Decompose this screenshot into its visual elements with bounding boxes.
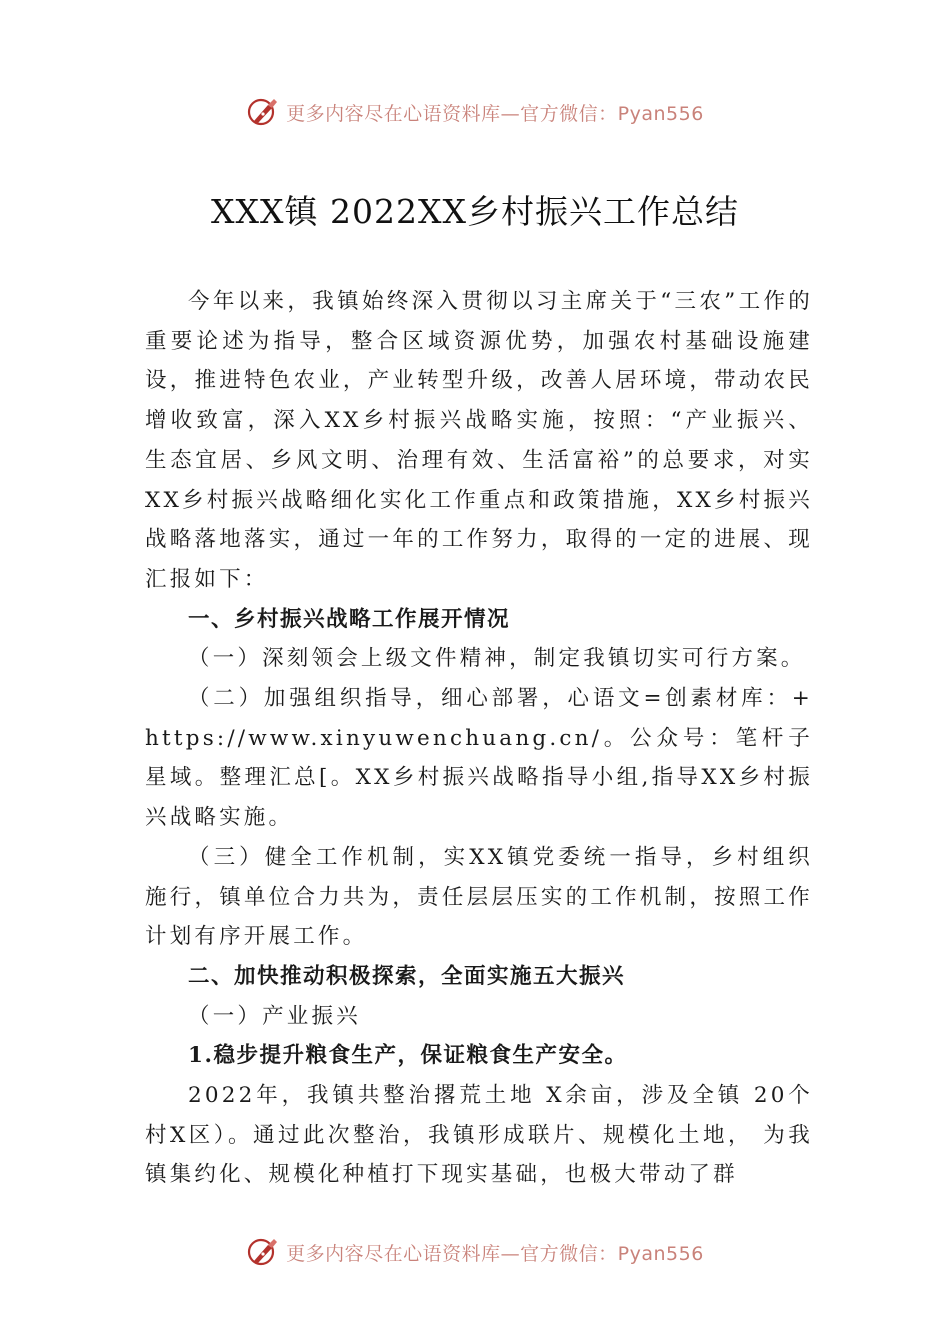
subsection-1-1: （一）深刻领会上级文件精神，制定我镇切实可行方案。 — [188, 646, 806, 672]
item-paragraph-1: 2022年，我镇共整治撂荒土地 X余亩，涉及全镇 20个村X区）。通过此次整治，我镇形成联片、规模化土地， 为我镇集约化、规模化种植打下现实基础，也极大带动了群 — [145, 1083, 813, 1188]
banner-text-cn: 更多内容尽在心语资料库—官方微信： — [286, 1242, 618, 1265]
document-title: XXX镇 2022XX乡村振兴工作总结 — [211, 192, 739, 231]
banner-text-cn: 更多内容尽在心语资料库—官方微信： — [286, 102, 618, 125]
banner-wechat-id: Pyan556 — [617, 102, 704, 125]
section-heading-2: 二、加快推动积极探索，全面实施五大振兴 — [188, 963, 626, 989]
banner-text — [286, 1239, 704, 1266]
pen-nib-logo-icon — [246, 95, 280, 129]
subsection-1-2: （二）加强组织指导，细心部署，心语文=创素材库：+https://www.xinyuwenchuang.cn/。公众号：笔杆子星域。整理汇总[。XX乡村振兴战略指导小组,指导XX乡村振兴战略实施。 — [145, 686, 813, 831]
banner-wechat-id: Pyan556 — [617, 1242, 704, 1265]
subsection-2-1: （一）产业振兴 — [188, 1003, 361, 1029]
header-banner — [0, 92, 950, 132]
item-heading-1: 1.稳步提升粮食生产，保证粮食生产安全。 — [188, 1043, 628, 1069]
document-body — [145, 282, 813, 1195]
intro-paragraph: 今年以来，我镇始终深入贯彻以习主席关于“三农”工作的重要论述为指导，整合区域资源优势，加强农村基础设施建设，推进特色农业，产业转型升级，改善人居环境，带动农民增收致富，深入XX乡村振兴战略实施，按照：“产业振兴、生态宜居、乡风文明、治理有效、生活富裕”的总要求，对实XX乡村振兴战略细化实化工作重点和政策措施，XX乡村振兴战略落地落实，通过一年的工作努力，取得的一定的进展、现汇报如下： — [145, 289, 813, 592]
section-heading-1: 一、乡村振兴战略工作展开情况 — [188, 606, 511, 632]
banner-text — [286, 99, 704, 126]
pen-nib-logo-icon — [246, 1235, 280, 1269]
subsection-1-3: （三）健全工作机制，实XX镇党委统一指导，乡村组织施行，镇单位合力共为，责任层层压实的工作机制，按照工作计划有序开展工作。 — [145, 844, 813, 950]
footer-banner — [0, 1232, 950, 1272]
